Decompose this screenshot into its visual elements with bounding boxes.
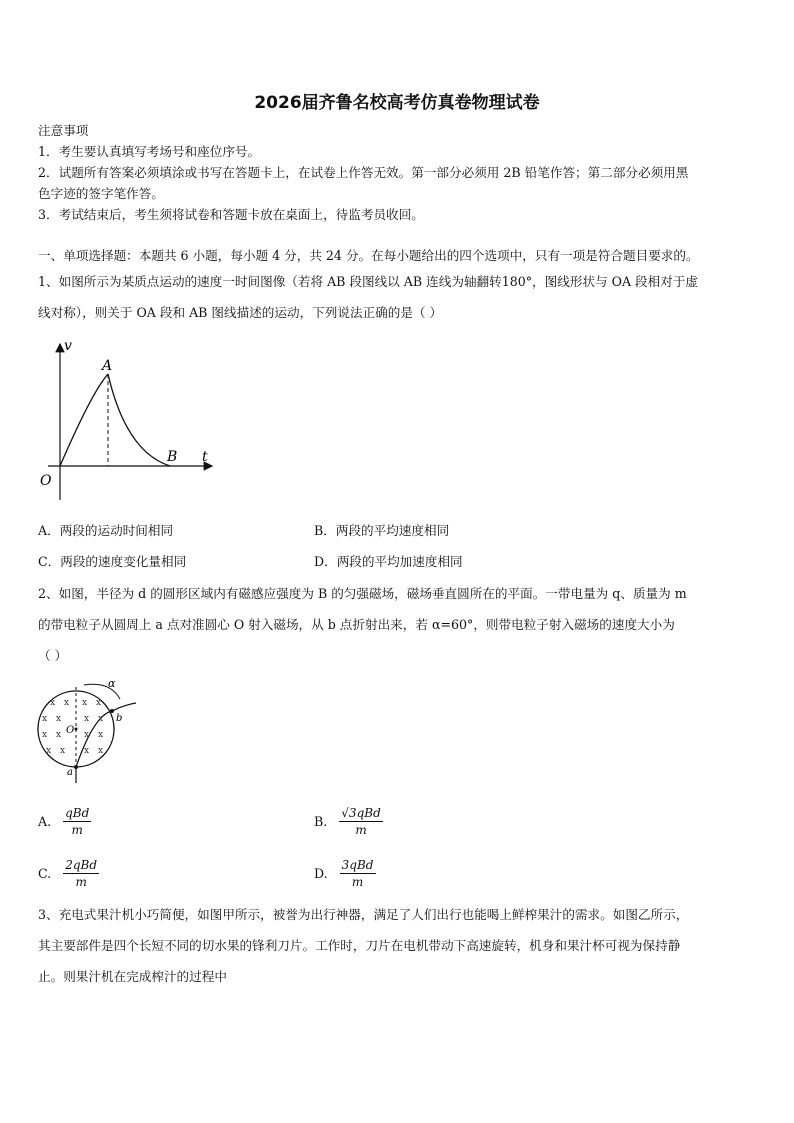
svg-text:x: x [50, 698, 56, 708]
q1-option-b: B．两段的平均速度相同 [314, 523, 450, 538]
q1-option-d: D．两段的平均加速度相同 [314, 554, 463, 569]
q1-stem-line1: 1、如图所示为某质点运动的速度一时间图像（若将 AB 段图线以 AB 连线为轴翻转180°，图线形状与 OA 段相对于虚 [38, 274, 699, 289]
q1-stem-line2: 线对称），则关于 OA 段和 AB 图线描述的运动，下列说法正确的是（ ） [38, 305, 443, 320]
svg-text:x: x [56, 730, 62, 740]
section-heading: 一、单项选择题：本题共 6 小题，每小题 4 分，共 24 分。在每小题给出的四个选项中，只有一项是符合题目要求的。 [38, 248, 699, 263]
q2-stem-line3: （ ） [38, 648, 68, 663]
page-title: 2026届齐鲁名校高考仿真卷物理试卷 [254, 93, 540, 113]
curve-oa [60, 374, 108, 466]
q3-stem-line3: 止。则果汁机在完成榨汁的过程中 [38, 969, 227, 984]
svg-text:x: x [56, 714, 62, 724]
label-b: B [167, 449, 178, 465]
label-o: O [40, 473, 52, 489]
label-a: a [67, 767, 73, 778]
label-o: O [66, 725, 75, 736]
point-o [75, 728, 78, 731]
notice-item-3: 3．考试结束后，考生须将试卷和答题卡放在桌面上，待监考员收回。 [38, 207, 424, 222]
svg-text:x: x [42, 714, 48, 724]
svg-text:x: x [84, 746, 90, 756]
notice-item-2-cont: 色字迹的签字笔作答。 [38, 186, 164, 201]
notice-item-1: 1．考生要认真填写考场号和座位序号。 [38, 144, 261, 159]
point-b [110, 709, 114, 713]
svg-text:x: x [98, 730, 104, 740]
label-t: t [202, 449, 208, 465]
svg-text:x: x [96, 698, 102, 708]
q1-option-a: A．两段的运动时间相同 [38, 523, 174, 538]
q3-stem-line2: 其主要部件是四个长短不同的切水果的锋利刀片。工作时，刀片在电机带动下高速旋转，机身和果汁杯可视为保持静 [38, 938, 681, 953]
q2-option-a: A. $\frac{\text{qBd}}{m}$ [38, 806, 90, 837]
label-b: b [116, 713, 123, 724]
svg-text:x: x [60, 746, 66, 756]
svg-text:x: x [46, 746, 52, 756]
q2-option-c: C. $\frac{\text{2qBd}}{m}$ [38, 858, 98, 889]
label-alpha: α [108, 677, 116, 690]
svg-text:x: x [98, 714, 104, 724]
notice-heading: 注意事项 [38, 123, 89, 138]
svg-text:x: x [98, 746, 104, 756]
point-a [74, 765, 78, 769]
label-a: A [102, 358, 113, 374]
q2-magnetic-field-figure [32, 675, 142, 787]
q2-option-d: D. $\frac{\text{3qBd}}{m}$ [314, 858, 374, 889]
curve-ab [108, 374, 170, 466]
svg-text:x: x [64, 698, 70, 708]
svg-text:x: x [84, 730, 90, 740]
notice-item-2: 2．试题所有答案必须填涂或书写在答题卡上，在试卷上作答无效。第一部分必须用 2B 铅笔作答；第二部分必须用黑 [38, 165, 689, 180]
label-v: v [64, 338, 72, 354]
q1-option-c: C．两段的速度变化量相同 [38, 554, 187, 569]
svg-text:x: x [82, 698, 88, 708]
svg-text:x: x [84, 714, 90, 724]
q1-vt-graph [30, 332, 220, 507]
q2-option-b: B. $\frac{\text{√3qBd}}{m}$ [314, 806, 381, 837]
q2-stem-line1: 2、如图，半径为 d 的圆形区域内有磁感应强度为 B 的匀强磁场，磁场垂直圆所在的平面。一带电量为 q、质量为 m [38, 586, 687, 601]
q3-stem-line1: 3、充电式果汁机小巧简便，如图甲所示，被誉为出行神器，满足了人们出行也能喝上鲜榨果汁的需求。如图乙所示， [38, 907, 689, 922]
q2-stem-line2: 的带电粒子从圆周上 a 点对准圆心 O 射入磁场，从 b 点折射出来，若 α=60°，则带电粒子射入磁场的速度大小为 [38, 617, 675, 632]
svg-text:x: x [42, 730, 48, 740]
